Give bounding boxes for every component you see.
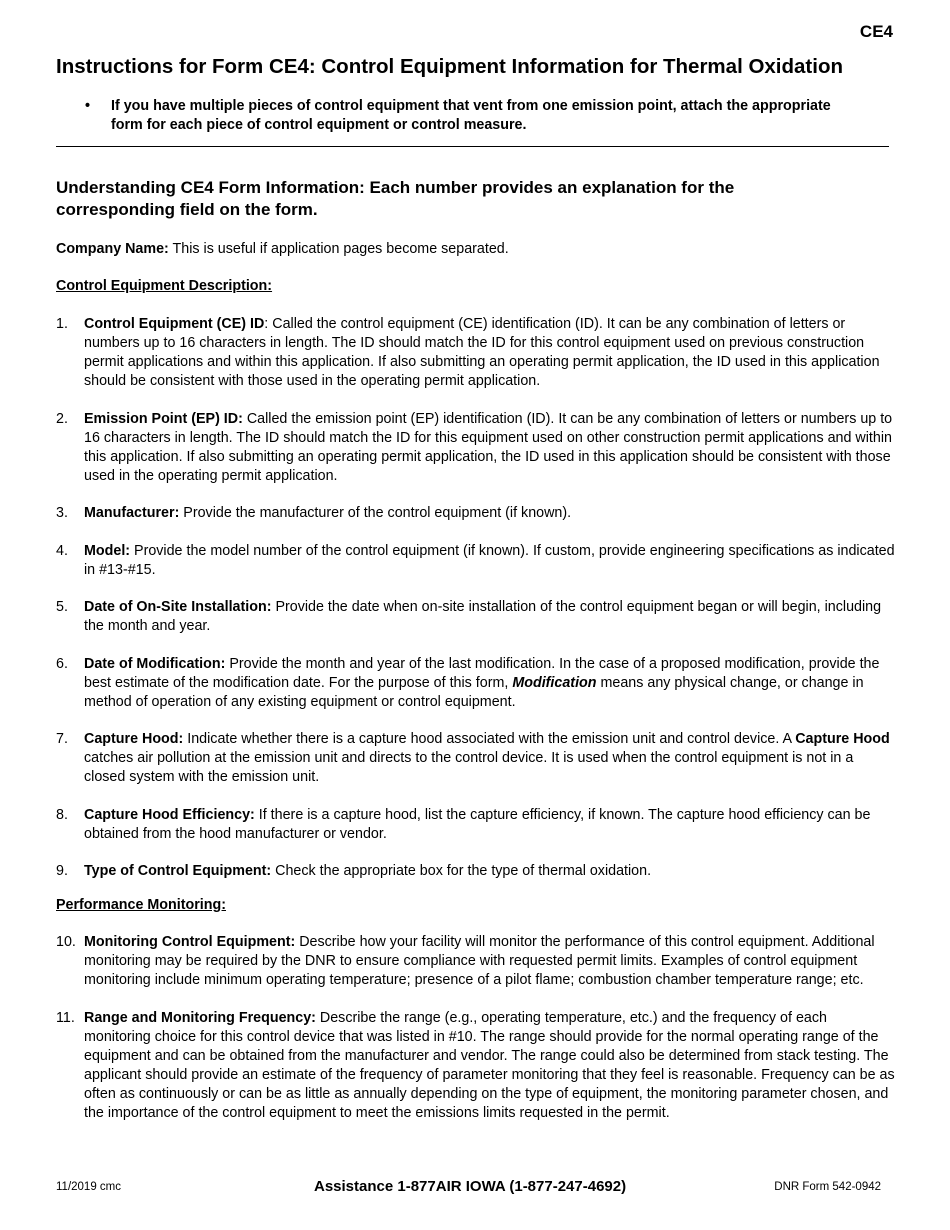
item-term: Capture Hood: [795, 731, 890, 747]
item-label: Model:: [84, 542, 131, 559]
item-label: Manufacturer:: [84, 505, 180, 521]
item-label: Date of On-Site Installation:: [84, 599, 272, 615]
list-item-5: [56, 598, 896, 636]
company-name-text: This is useful if application pages become separated.: [172, 241, 509, 257]
item-text: Check the appropriate box for the type of thermal oxidation.: [271, 863, 652, 879]
page-title: Instructions for Form CE4: Control Equipment Information for Thermal Oxidation: [56, 55, 843, 78]
item-number: 5.: [56, 599, 68, 615]
item-number: 6.: [56, 655, 68, 672]
item-number: 8.: [56, 806, 68, 823]
item-text: Describe the range (e.g., operating temperature, etc.) and the frequency of each monitoring choice for this control device that was listed in #10. The range should provide for the normal operating range of the equipment and can be obtained from the manufacturer and vendor. The range could also be determined from stack testing. The applicant should provide an estimate of the frequency of parameter monitoring that they feel is reasonable. Frequency can be as often as continuously or can be as little as annually depending on the type of equipment, the monitoring parameter chosen, and the importance of the control equipment to meet the emissions limits requested in the permit.: [84, 1009, 895, 1121]
list-item-6: [56, 655, 896, 712]
note-text: If you have multiple pieces of control equipment that vent from one emission point, attach the appropriate form for each piece of control equipment or control measure.: [111, 98, 831, 133]
footer-date: 11/2019 cmc: [56, 1181, 121, 1193]
form-code: CE4: [859, 22, 893, 41]
list-item-9: [56, 862, 896, 881]
list-item-10: [56, 933, 896, 990]
item-text-cont: catches air pollution at the emission unit and directs to the control device. It is used when the control equipment is not in a closed system with the emission unit.: [84, 750, 854, 785]
monitoring-heading: Performance Monitoring:: [56, 897, 226, 913]
item-number: 3.: [56, 505, 68, 521]
description-heading: Control Equipment Description:: [56, 278, 273, 294]
company-name-note: [56, 240, 896, 259]
item-number: 2.: [56, 410, 68, 427]
list-item-4: [56, 542, 896, 580]
item-text: If there is a capture hood, list the capture efficiency, if known. The capture hood efficiency can be obtained from the hood manufacturer or vendor.: [84, 806, 871, 842]
item-label: Capture Hood Efficiency:: [84, 806, 255, 823]
item-number: 7.: [56, 731, 68, 747]
item-text: Provide the model number of the control equipment (if known). If custom, provide engineering specifications as indicated in #13-#15.: [84, 542, 895, 578]
item-label: Date of Modification:: [84, 655, 226, 672]
description-list: [56, 315, 896, 900]
list-item-7: [56, 730, 896, 787]
item-emphasis: Modification: [512, 674, 597, 691]
footer-form-number: DNR Form 542-0942: [774, 1181, 881, 1193]
item-label: Monitoring Control Equipment:: [84, 934, 296, 950]
item-text: Indicate whether there is a capture hood associated with the emission unit and control device. A: [183, 731, 796, 747]
item-text: Provide the manufacturer of the control equipment (if known).: [179, 505, 572, 521]
footer-assistance: Assistance 1-877AIR IOWA (1-877-247-4692): [314, 1178, 627, 1195]
list-item-3: [56, 504, 896, 523]
note-item: [56, 97, 836, 135]
list-item-2: [56, 410, 896, 486]
item-text: : Called the control equipment (CE) identification (ID). It can be any combination of letters or numbers up to 16 characters in length. The ID should match the ID for this control equipment used on previous construction permit applications and within this application. If also submitting an operating permit application, the ID used in this application should be consistent with those used in the operating permit application.: [84, 316, 880, 389]
item-number: 1.: [56, 316, 68, 332]
bullet-icon: •: [85, 98, 91, 114]
item-label: Emission Point (EP) ID:: [84, 410, 243, 427]
section-heading: Understanding CE4 Form Information: Each number provides an explanation for the corresponding field on the form.: [56, 178, 735, 219]
item-number: 9.: [56, 863, 68, 879]
item-label: Capture Hood:: [84, 731, 184, 747]
list-item-8: [56, 806, 896, 844]
item-text: Called the emission point (EP) identification (ID). It can be any combination of letters or numbers up to 16 characters in length. The ID should match the ID for this equipment used on other construction permit applications and within this application. If also submitting an operating permit application, the ID used in this application should be consistent with those used in the operating permit application.: [84, 410, 893, 484]
item-label: Type of Control Equipment:: [84, 863, 272, 879]
list-item-1: [56, 315, 896, 391]
item-text-cont: means any physical change, or change in method of operation of any existing equipment or control equipment.: [84, 674, 864, 710]
item-text: Provide the month and year of the last modification. In the case of a proposed modification, provide the best estimate of the modification date. For the purpose of this form,: [84, 655, 880, 691]
item-text: Describe how your facility will monitor the performance of this control equipment. Additional monitoring may be required by the DNR to ensure compliance with requested permit limits. Examples of control equipment monitoring include minimum operating temperature; presence of a pilot flame; combustion chamber temperature range; etc.: [84, 934, 875, 988]
item-label: Range and Monitoring Frequency:: [84, 1009, 316, 1026]
item-label: Control Equipment (CE) ID: [84, 316, 265, 332]
list-item-11: [56, 1009, 896, 1123]
item-number: 4.: [56, 542, 68, 559]
monitoring-list: [56, 933, 896, 1141]
item-text: Provide the date when on-site installation of the control equipment began or will begin, including the month and year.: [84, 599, 882, 634]
divider: [56, 146, 889, 147]
company-name-label: Company Name:: [56, 241, 169, 257]
item-number: 10.: [56, 934, 76, 950]
item-number: 11.: [56, 1009, 75, 1026]
note-list: [56, 97, 836, 135]
